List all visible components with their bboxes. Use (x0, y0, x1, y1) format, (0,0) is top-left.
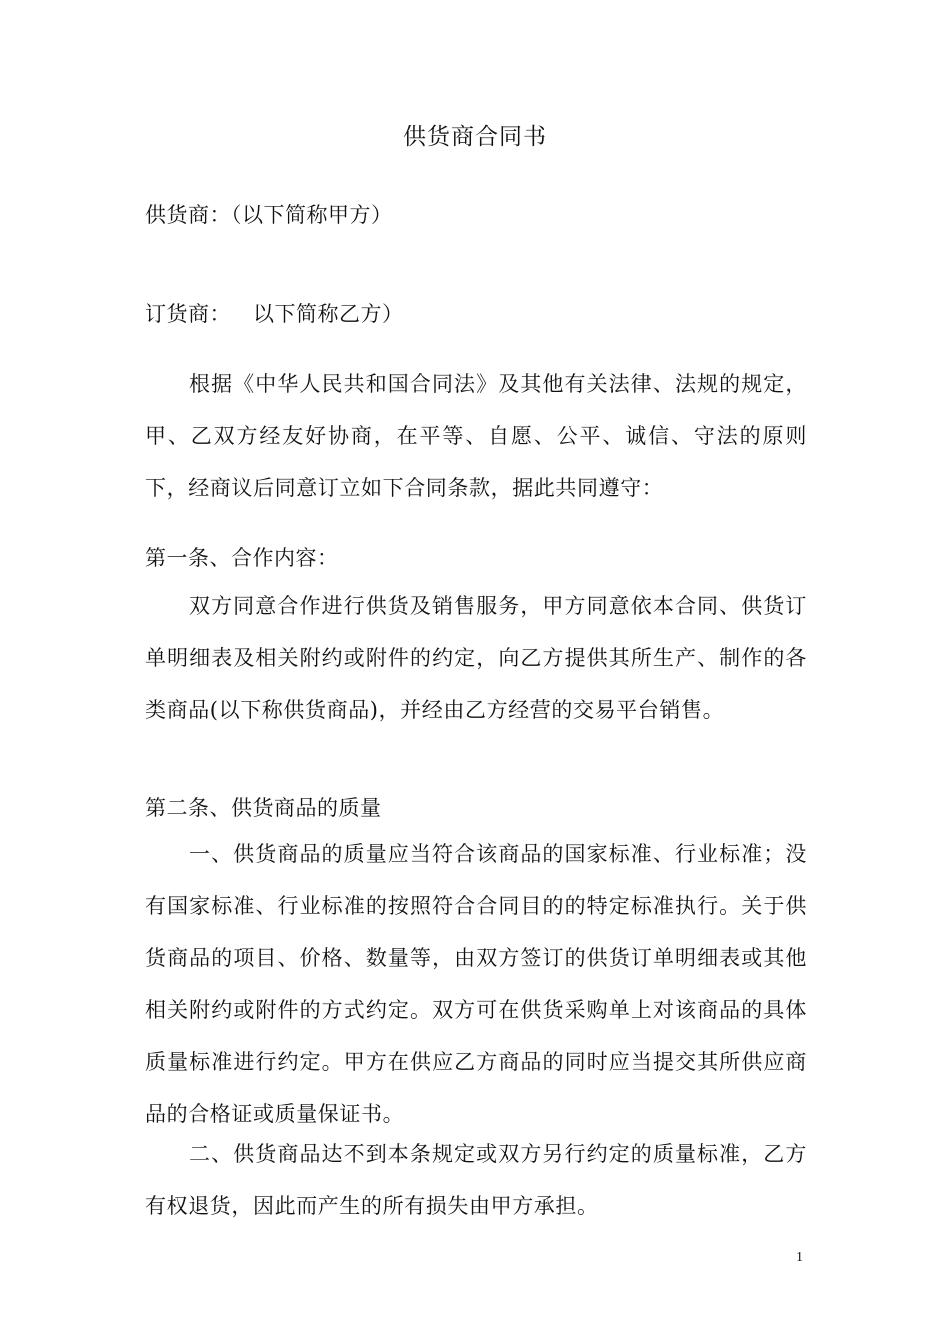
buyer-label: 订货商： (145, 302, 231, 326)
intro-paragraph: 根据《中华人民共和国合同法》及其他有关法律、法规的规定，甲、乙双方经友好协商，在平等、自愿、公平、诚信、守法的原则下，经商议后同意订立如下合同条款，据此共同遵守： (145, 372, 807, 500)
article-1-heading: 第一条、合作内容： (145, 546, 339, 570)
page-number: 1 (796, 1250, 803, 1265)
supplier-line: 供货商：（以下简称甲方） (145, 203, 393, 227)
buyer-line (145, 298, 404, 328)
article-2-item-1: 一、供货商品的质量应当符合该商品的国家标准、行业标准；没有国家标准、行业标准的按照符合合同目的的特定标准执行。关于供货商品的项目、价格、数量等，由双方签订的供货订单明细表或其他相关附约或附件的方式约定。双方可在供货采购单上对该商品的具体质量标准进行约定。甲方在供应乙方商品的同时应当提交其所供应商品的合格证或质量保证书。 (145, 842, 807, 1126)
article-1-paragraph: 双方同意合作进行供货及销售服务，甲方同意依本合同、供货订单明细表及相关附约或附件的约定，向乙方提供其所生产、制作的各类商品(以下称供货商品)，并经由乙方经营的交易平台销售。 (145, 594, 807, 722)
buyer-note: 以下简称乙方） (253, 302, 404, 326)
article-2-heading: 第二条、供货商品的质量 (145, 796, 382, 820)
document-title: 供货商合同书 (403, 124, 547, 150)
article-2-item-2: 二、供货商品达不到本条规定或双方另行约定的质量标准，乙方有权退货，因此而产生的所有损失由甲方承担。 (145, 1142, 807, 1218)
